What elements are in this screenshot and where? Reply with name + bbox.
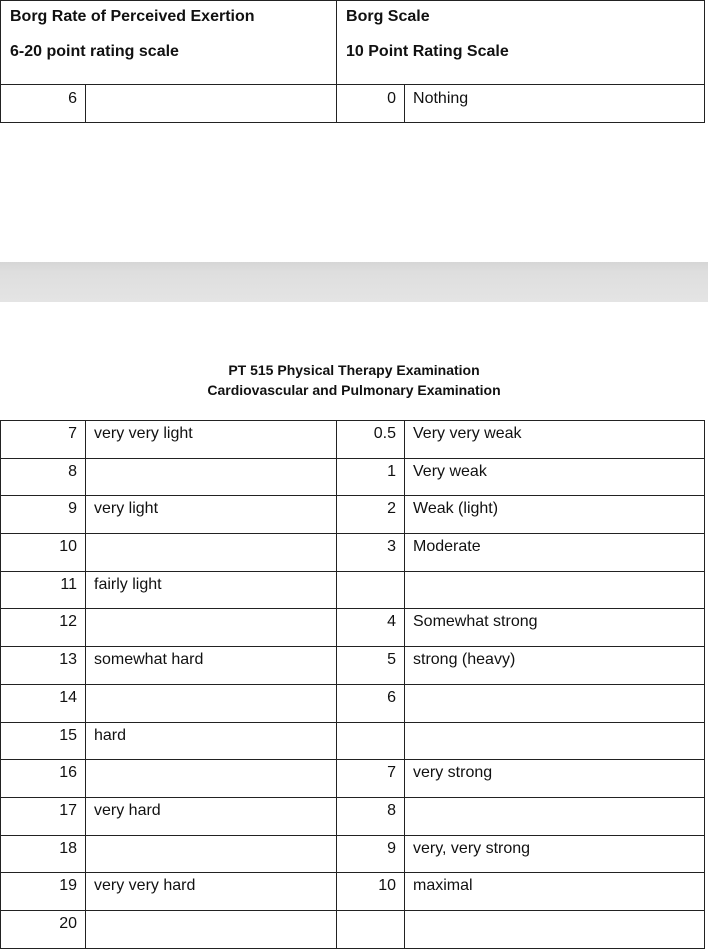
rpe-label: very light — [86, 496, 337, 534]
cr10-value: 6 — [337, 684, 405, 722]
page-header — [0, 360, 708, 400]
rpe-value: 16 — [1, 760, 86, 798]
table-row — [1, 873, 705, 911]
rpe-label — [86, 534, 337, 572]
cr10-label: strong (heavy) — [405, 647, 705, 685]
cr10-value: 0 — [337, 85, 405, 123]
cr10-value: 8 — [337, 797, 405, 835]
rpe-label: hard — [86, 722, 337, 760]
cr10-label: very strong — [405, 760, 705, 798]
table-row — [1, 647, 705, 685]
rpe-value: 11 — [1, 571, 86, 609]
cr10-value: 5 — [337, 647, 405, 685]
table-row — [1, 458, 705, 496]
rpe-label: very very light — [86, 421, 337, 459]
course-title: PT 515 Physical Therapy Examination — [228, 362, 480, 378]
cr10-value: 4 — [337, 609, 405, 647]
cr10-value: 0.5 — [337, 421, 405, 459]
cr10-scale-header — [337, 1, 705, 85]
cr10-label: Somewhat strong — [405, 609, 705, 647]
cr10-label: Nothing — [405, 85, 705, 123]
table-row — [1, 910, 705, 948]
cr10-label — [405, 910, 705, 948]
rpe-value: 20 — [1, 910, 86, 948]
cr10-value — [337, 722, 405, 760]
table-row — [1, 571, 705, 609]
table-row — [1, 85, 705, 123]
cr10-value: 9 — [337, 835, 405, 873]
table-row — [1, 496, 705, 534]
rpe-value: 18 — [1, 835, 86, 873]
rpe-label — [86, 458, 337, 496]
table-row — [1, 760, 705, 798]
cr10-label — [405, 684, 705, 722]
rpe-value: 7 — [1, 421, 86, 459]
table-row — [1, 797, 705, 835]
cr10-value: 2 — [337, 496, 405, 534]
cr10-label: Very weak — [405, 458, 705, 496]
rpe-value: 10 — [1, 534, 86, 572]
rpe-label — [86, 910, 337, 948]
borg-header-table — [0, 0, 705, 123]
exam-title: Cardiovascular and Pulmonary Examination — [207, 382, 501, 398]
cr10-scale-subtitle: 10 Point Rating Scale — [346, 43, 509, 60]
cr10-label: maximal — [405, 873, 705, 911]
rpe-value: 6 — [1, 85, 86, 123]
cr10-label: Weak (light) — [405, 496, 705, 534]
rpe-value: 19 — [1, 873, 86, 911]
rpe-label — [86, 85, 337, 123]
rpe-label: somewhat hard — [86, 647, 337, 685]
rpe-value: 8 — [1, 458, 86, 496]
table-row — [1, 421, 705, 459]
rpe-value: 17 — [1, 797, 86, 835]
table-row — [1, 835, 705, 873]
rpe-scale-subtitle: 6-20 point rating scale — [10, 43, 179, 60]
cr10-value: 10 — [337, 873, 405, 911]
cr10-label: very, very strong — [405, 835, 705, 873]
cr10-value — [337, 910, 405, 948]
rpe-label: very very hard — [86, 873, 337, 911]
page-break-gap — [0, 262, 708, 302]
cr10-value: 3 — [337, 534, 405, 572]
borg-scale-table — [0, 420, 705, 949]
rpe-value: 13 — [1, 647, 86, 685]
rpe-value: 9 — [1, 496, 86, 534]
cr10-label — [405, 797, 705, 835]
rpe-value: 14 — [1, 684, 86, 722]
cr10-value: 1 — [337, 458, 405, 496]
cr10-label: Very very weak — [405, 421, 705, 459]
cr10-scale-title: Borg Scale — [346, 8, 430, 25]
table-header-row — [1, 1, 705, 85]
rpe-value: 15 — [1, 722, 86, 760]
cr10-value — [337, 571, 405, 609]
cr10-label — [405, 722, 705, 760]
rpe-label — [86, 835, 337, 873]
rpe-label — [86, 760, 337, 798]
cr10-label: Moderate — [405, 534, 705, 572]
table-row — [1, 609, 705, 647]
rpe-label — [86, 609, 337, 647]
cr10-value: 7 — [337, 760, 405, 798]
rpe-label: fairly light — [86, 571, 337, 609]
cr10-label — [405, 571, 705, 609]
table-row — [1, 722, 705, 760]
rpe-value: 12 — [1, 609, 86, 647]
rpe-label — [86, 684, 337, 722]
rpe-scale-title: Borg Rate of Perceived Exertion — [10, 8, 255, 25]
table-row — [1, 684, 705, 722]
rpe-scale-header — [1, 1, 337, 85]
rpe-label: very hard — [86, 797, 337, 835]
table-row — [1, 534, 705, 572]
